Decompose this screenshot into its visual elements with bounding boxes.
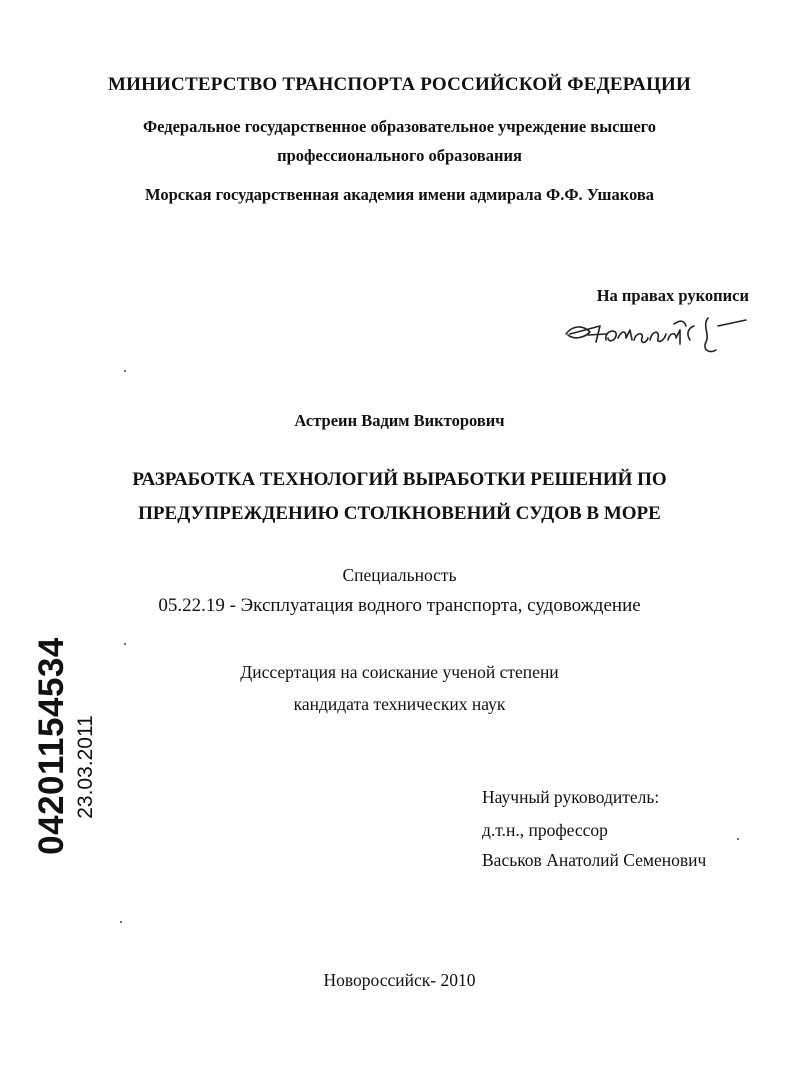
institution-line-2: профессионального образования (277, 146, 522, 165)
specialty-label: Специальность (342, 565, 457, 585)
scan-speck (737, 838, 739, 840)
library-stamp-number: 04201154534 (32, 637, 71, 855)
specialty-value: 05.22.19 - Эксплуатация водного транспорта, судовождение (158, 595, 641, 616)
supervisor-label: Научный руководитель: (482, 787, 660, 807)
ministry-heading: МИНИСТЕРСТВО ТРАНСПОРТА РОССИЙСКОЙ ФЕДЕРАЦИИ (107, 74, 692, 95)
institution-line-1: Федеральное государственное образовательное учреждение высшего (142, 117, 656, 136)
manuscript-note: На правах рукописи (596, 286, 749, 305)
library-stamp-date: 23.03.2011 (74, 715, 97, 819)
dissertation-title-line-2: ПРЕДУПРЕЖДЕНИЮ СТОЛКНОВЕНИЙ СУДОВ В МОРЕ (138, 503, 661, 524)
scan-speck (124, 370, 126, 372)
dissertation-title-line-1: РАЗРАБОТКА ТЕХНОЛОГИЙ ВЫРАБОТКИ РЕШЕНИЙ ПО (132, 469, 667, 490)
supervisor-name: Васьков Анатолий Семенович (482, 850, 707, 870)
degree-statement-line-1: Диссертация на соискание ученой степени (240, 662, 559, 682)
city-year: Новороссийск- 2010 (323, 970, 476, 990)
supervisor-degree: д.т.н., профессор (482, 820, 608, 840)
scan-speck (120, 921, 122, 923)
scan-speck (124, 643, 126, 645)
degree-statement-line-2: кандидата технических наук (293, 694, 506, 714)
author-name: Астреин Вадим Викторович (294, 411, 505, 430)
academy-name: Морская государственная академия имени адмирала Ф.Ф. Ушакова (145, 185, 654, 204)
handwritten-signature (560, 304, 750, 362)
